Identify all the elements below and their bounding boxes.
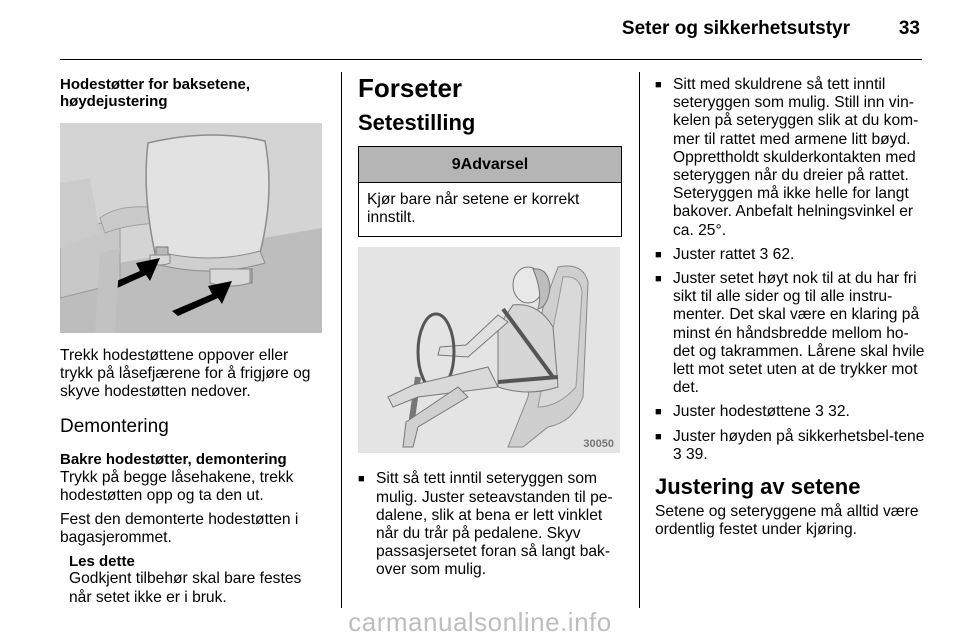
section-title-forseter: Forseter	[358, 73, 463, 103]
column-divider-2	[639, 72, 640, 608]
warning-box	[358, 146, 622, 237]
note-text: Godkjent tilbehør skal bare festes når setet ikke er i bruk.	[69, 570, 302, 606]
paragraph-stow: Fest den demonterte hodestøtten i bagasjerommet.	[60, 511, 299, 547]
removal-subheading: Bakre hodestøtter, demontering	[60, 450, 287, 468]
seating-position-illustration	[358, 247, 620, 453]
column-3	[655, 70, 925, 539]
chapter-title: Seter og sikkerhetsutstyr	[621, 18, 850, 39]
column-divider-1	[341, 72, 342, 608]
adjust-bullet-list	[655, 76, 925, 464]
note-block	[60, 553, 322, 606]
bullet-item: ■ Sitt med skuldrene så tett inntil seteryggen som mulig. Still inn vin-kelen på seteryggen slik at du kom-mer til rattet med armene litt bøyd. Opprettholdt skulderkontakten med seteryggen når du dreier på rattet. Seteryggen må ikke helle for langt bakover. Anbefalt helningsvinkel er ca. 25°.	[655, 76, 925, 240]
paragraph-adjust: Trekk hodestøttene oppover eller trykk på låsefjærene for å frigjøre og skyve hodestøtten nedover.	[60, 347, 311, 401]
section-title-justering: Justering av setene	[655, 474, 861, 500]
bullet-item: ■ Juster høyden på sikkerhetsbel-tene 3 39.	[655, 428, 925, 464]
headrest-drawing	[60, 123, 322, 333]
section-subtitle-setestilling: Setestilling	[358, 110, 476, 135]
seat-bullet-list	[358, 470, 622, 579]
warning-header	[359, 147, 621, 183]
page-number: 33	[898, 18, 920, 39]
demontering-heading: Demontering	[60, 415, 169, 437]
warning-icon: 9	[451, 156, 461, 173]
paragraph-justering: Setene og seteryggene må alltid være ordentlig festet under kjøring.	[655, 503, 919, 539]
figure-number: 30050	[583, 438, 614, 451]
seating-position-drawing	[358, 247, 620, 453]
paragraph-removal: Trykk på begge låsehakene, trekk hodestøtten opp og ta den ut.	[60, 468, 294, 504]
watermark: carmanualsonline.info	[348, 607, 612, 637]
page-header	[0, 0, 960, 62]
column-2	[358, 70, 622, 586]
column-1	[60, 70, 322, 607]
bullet-item: ■ Sitt så tett inntil seteryggen som mulig. Juster seteavstanden til pe-dalene, slik at bena er lett vinklet når du trår på pedalene. Skyv passasjersetet foran så langt bak-over som mulig.	[358, 470, 622, 579]
note-heading: Les dette	[69, 553, 135, 571]
bullet-item: ■ Juster rattet 3 62.	[655, 246, 925, 264]
warning-text: Kjør bare når setene er korrekt innstilt.	[367, 191, 580, 227]
headrest-illustration	[60, 123, 322, 333]
bullet-item: ■ Juster hodestøttene 3 32.	[655, 403, 925, 421]
header-divider	[60, 59, 922, 60]
bullet-item: ■ Juster setet høyt nok til at du har fri sikt til alle sider og til alle instru-menter. Det skal være en klaring på minst én håndsbredde mellom ho-det og takrammen. Lårene skal hvile lett mot setet uten at de trykker mot det.	[655, 270, 925, 397]
rear-headrest-heading: Hodestøtter for baksetene, høydejustering	[60, 76, 251, 110]
warning-title: Advarsel	[460, 156, 529, 173]
